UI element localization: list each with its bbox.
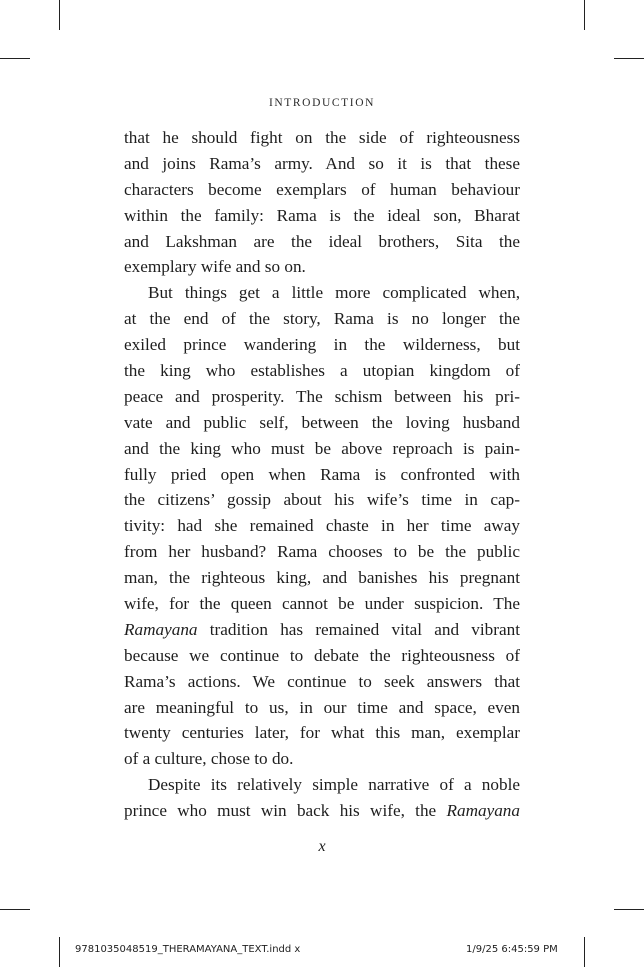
text-line: tivity: had she remained chaste in her time away bbox=[124, 516, 520, 536]
paragraph bbox=[124, 280, 520, 772]
paragraph bbox=[124, 125, 520, 280]
text-line: and Lakshman are the ideal brothers, Sita the bbox=[124, 231, 520, 251]
text-line: of a culture, chose to do. bbox=[124, 749, 294, 769]
text-line: wife, for the queen cannot be under suspicion. The bbox=[124, 594, 520, 614]
text-line: Rama’s actions. We continue to seek answers that bbox=[124, 671, 520, 691]
crop-mark-bottom-left-horizontal bbox=[0, 909, 30, 910]
body-text bbox=[124, 125, 520, 824]
text-line: that he should fight on the side of righteousness bbox=[124, 128, 520, 147]
text-line: are meaningful to us, in our time and space, even bbox=[124, 697, 520, 717]
text-line: peace and prosperity. The schism between his pri- bbox=[124, 386, 520, 406]
page-folio: x bbox=[318, 838, 326, 855]
text-line: vate and public self, between the loving husband bbox=[124, 412, 520, 432]
text-line: prince who must win back his wife, the Ramayana bbox=[124, 801, 520, 821]
text-line: man, the righteous king, and banishes his pregnant bbox=[124, 568, 520, 588]
crop-mark-bottom-right-horizontal bbox=[614, 909, 644, 910]
text-line: fully pried open when Rama is confronted with bbox=[124, 464, 520, 484]
text-line: the citizens’ gossip about his wife’s time in cap- bbox=[124, 490, 520, 510]
text-line: and joins Rama’s army. And so it is that these bbox=[124, 153, 520, 173]
slug-timestamp: 1/9/25 6:45:59 PM bbox=[466, 944, 558, 955]
slug-filename: 9781035048519_THERAMAYANA_TEXT.indd x bbox=[75, 944, 301, 955]
text-line: and the king who must be above reproach is pain- bbox=[124, 438, 520, 458]
text-line: Despite its relatively simple narrative of a noble bbox=[148, 775, 520, 795]
italic-title: Ramayana bbox=[124, 619, 198, 639]
crop-mark-bottom-right-vertical bbox=[584, 937, 585, 967]
text-line: from her husband? Rama chooses to be the public bbox=[124, 542, 520, 562]
italic-title: Ramayana bbox=[446, 801, 520, 821]
text-line: exemplary wife and so on. bbox=[124, 257, 306, 277]
text-line: characters become exemplars of human behaviour bbox=[124, 179, 520, 199]
crop-mark-top-left-horizontal bbox=[0, 58, 30, 59]
running-head: INTRODUCTION bbox=[268, 97, 376, 109]
crop-mark-top-left-vertical bbox=[59, 0, 60, 30]
text-line: But things get a little more complicated when, bbox=[148, 283, 520, 303]
crop-mark-top-right-vertical bbox=[584, 0, 585, 30]
text-line: because we continue to debate the righteousness of bbox=[124, 645, 520, 665]
crop-mark-top-right-horizontal bbox=[614, 58, 644, 59]
text-line: Ramayana tradition has remained vital and vibrant bbox=[124, 619, 520, 639]
text-line: exiled prince wandering in the wilderness, but bbox=[124, 335, 520, 355]
text-line: the king who establishes a utopian kingdom of bbox=[124, 361, 520, 381]
text-line: within the family: Rama is the ideal son, Bharat bbox=[124, 205, 520, 225]
crop-mark-bottom-left-vertical bbox=[59, 937, 60, 967]
paragraph bbox=[124, 772, 520, 824]
text-line: at the end of the story, Rama is no longer the bbox=[124, 309, 520, 329]
text-line: twenty centuries later, for what this man, exemplar bbox=[124, 723, 520, 743]
